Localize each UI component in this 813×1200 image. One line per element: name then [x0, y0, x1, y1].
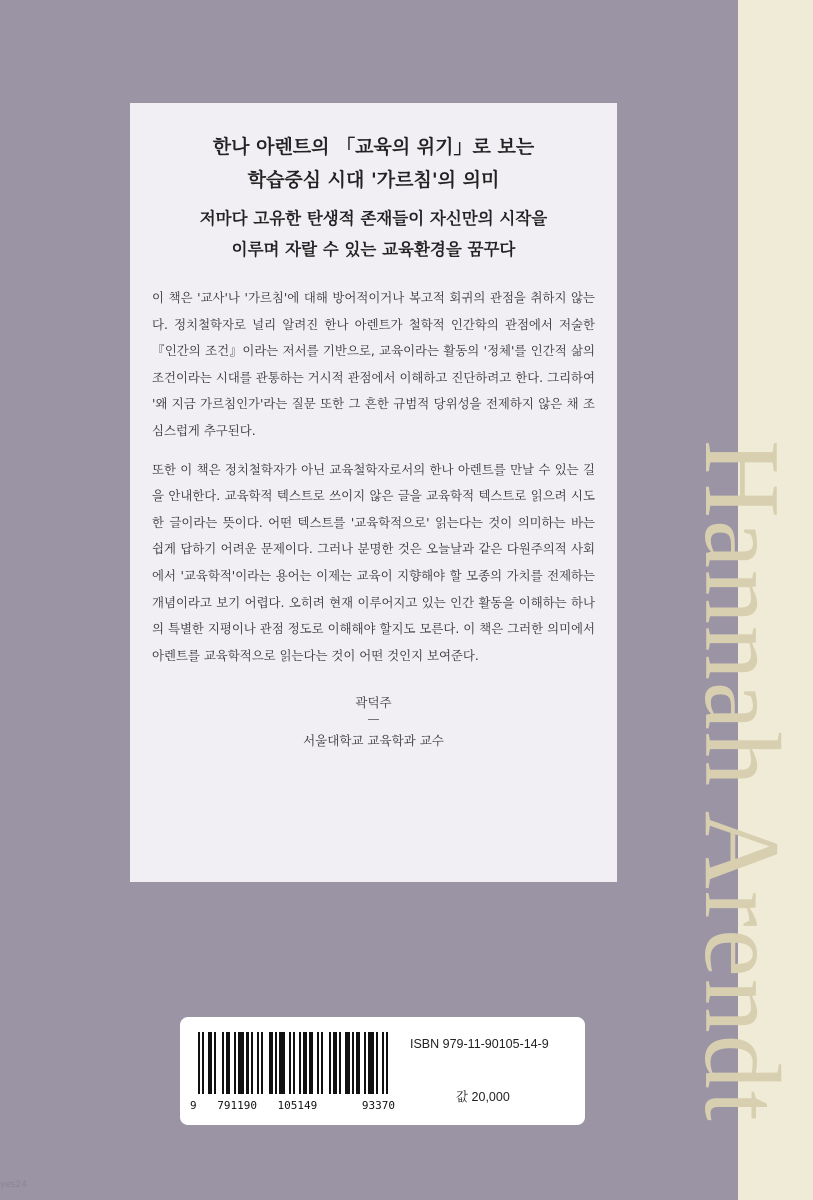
- subhead-line-2: 이루며 자랄 수 있는 교육환경을 꿈꾸다: [231, 240, 516, 259]
- headline: [152, 131, 595, 197]
- barcode-digit-group: 93370: [361, 1099, 395, 1112]
- blurb-paragraph-1: 이 책은 '교사'나 '가르침'에 대해 방어적이거나 복고적 회귀의 관점을 취하지 않는다. 정치철학자로 널리 알려진 한나 아렌트가 철학적 인간학의 관점에서 저술한 『인간의 조건』이라는 저서를 기반으로, 교육이라는 활동의 '정체'를 인간적 삶의 조건이라는 시대를 관통하는 거시적 관점에서 이해하고 진단하려고 한다. 그리하여 '왜 지금 가르침인가'라는 질문 또한 그 흔한 규범적 당위성을 전제하지 않은 채 조심스럽게 추구된다.: [152, 290, 595, 438]
- separator-dash: —: [367, 712, 380, 727]
- spine-title: Hannah Arendt: [682, 440, 801, 1123]
- blurb-panel: [130, 103, 617, 882]
- subheadline: [152, 203, 595, 265]
- headline-line-2: 학습중심 시대 '가르침'의 의미: [247, 169, 500, 191]
- blurb-paragraph-2: 또한 이 책은 정치철학자가 아닌 교육철학자로서의 한나 아렌트를 만날 수 있는 길을 안내한다. 교육학적 텍스트로 쓰이지 않은 글을 교육학적 텍스트로 읽으려 시도한 글이라는 뜻이다. 어떤 텍스트를 '교육학적으로' 읽는다는 것이 의미하는 바는 쉽게 답하기 어려운 문제이다. 그러나 분명한 것은 오늘날과 같은 다원주의적 사회에서 '교육학적'이라는 용어는 이제는 교육이 지향해야 할 모종의 가치를 전제하는 개념이라고 보기 어렵다. 오히려 현재 이루어지고 있는 인간 활동을 이해하는 하나의 특별한 지평이나 관점 정도로 이해해야 할지도 모른다. 이 책은 그러한 의미에서 아렌트를 교육학적으로 읽는다는 것이 어떤 것인지 보여준다.: [152, 461, 595, 663]
- isbn-number: ISBN 979-11-90105-14-9: [410, 1037, 549, 1051]
- isbn-box: [180, 1017, 585, 1125]
- barcode-digit-group: 791190: [217, 1099, 257, 1112]
- spine-band: [682, 0, 813, 1200]
- subhead-line-1: 저마다 고유한 탄생적 존재들이 자신만의 시작을: [199, 209, 548, 228]
- barcode-digit-group: 9: [190, 1099, 197, 1112]
- isbn-barcode: [198, 1032, 388, 1094]
- headline-line-1: 한나 아렌트의 「교육의 위기」로 보는: [212, 136, 535, 158]
- recommender-affiliation: 서울대학교 교육학과 교수: [303, 733, 444, 749]
- price: 값 20,000: [456, 1090, 510, 1104]
- recommender-name: 곽덕주: [355, 695, 392, 711]
- barcode-digits: [190, 1099, 395, 1112]
- watermark: yes24: [0, 1180, 28, 1190]
- barcode-digit-group: 105149: [277, 1099, 318, 1112]
